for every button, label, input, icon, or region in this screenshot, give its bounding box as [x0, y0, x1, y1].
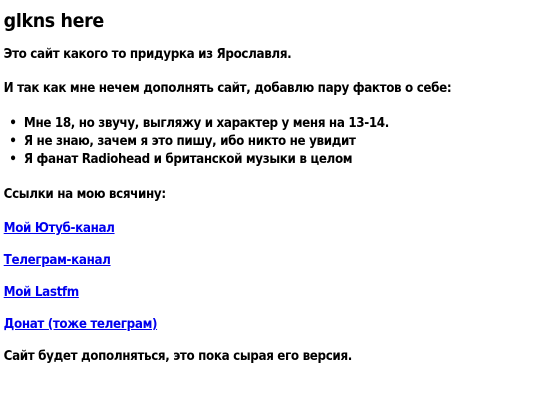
facts-intro-text: И так как мне нечем дополнять сайт, добавлю пару фактов о себе:	[3, 80, 452, 96]
youtube-channel-link[interactable]: Мой Ютуб-канал	[3, 220, 115, 236]
link-paragraph	[4, 221, 497, 237]
intro-text: Это сайт какого то придурка из Ярославля.	[3, 46, 292, 62]
link-paragraph	[4, 317, 497, 333]
fact-text: Мне 18, но звучу, выгляжу и характер у меня на 13-14.	[23, 115, 389, 131]
link-paragraph	[4, 285, 497, 301]
links-intro-text: Ссылки на мою всячину:	[3, 186, 166, 202]
donate-link[interactable]: Донат (тоже телеграм)	[3, 316, 158, 332]
lastfm-link[interactable]: Мой Lastfm	[3, 284, 79, 300]
fact-text: Я фанат Radiohead и британской музыки в целом	[23, 151, 353, 167]
facts-list	[4, 115, 497, 169]
bullet-icon: •	[9, 151, 17, 167]
list-item	[9, 151, 497, 169]
bullet-icon: •	[9, 133, 17, 149]
link-paragraph	[4, 253, 497, 269]
fact-text: Я не знаю, зачем я это пишу, ибо никто не увидит	[23, 133, 356, 149]
footer-text: Сайт будет дополняться, это пока сырая его версия.	[3, 348, 352, 364]
list-item	[9, 115, 497, 133]
list-item	[9, 133, 497, 151]
bullet-icon: •	[9, 115, 17, 131]
telegram-channel-link[interactable]: Телеграм-канал	[3, 252, 111, 268]
page-title: glkns here	[3, 10, 104, 32]
